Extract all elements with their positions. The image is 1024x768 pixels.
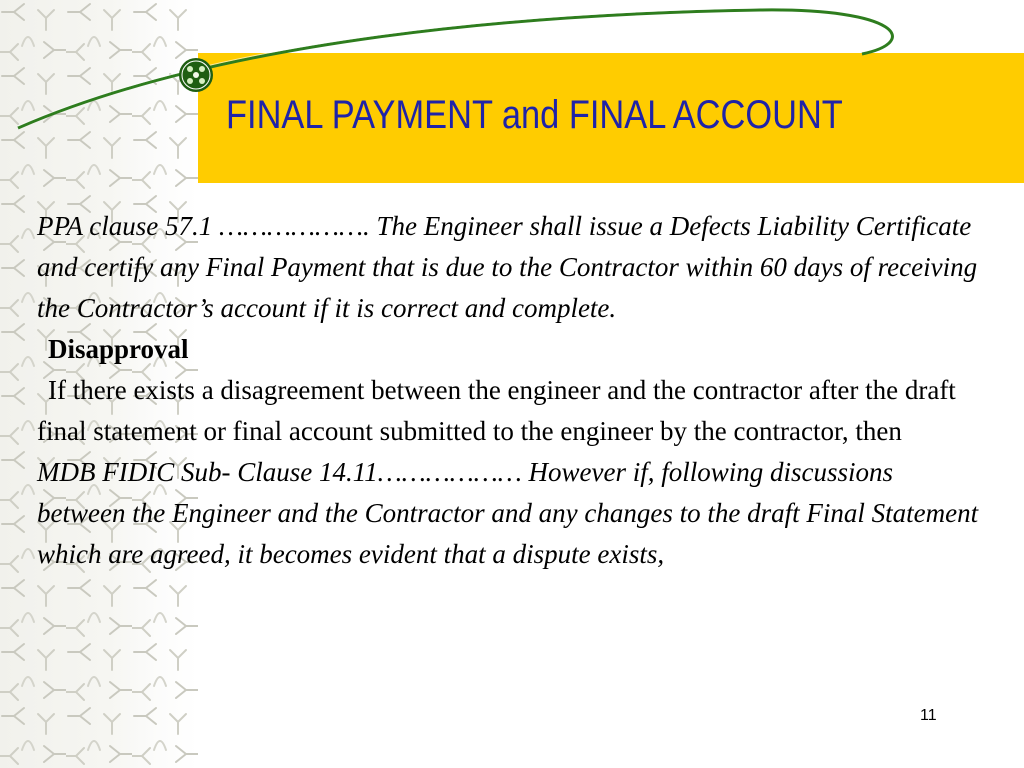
page-number: 11 <box>920 707 937 724</box>
slide-title: FINAL PAYMENT and FINAL ACCOUNT <box>226 93 843 137</box>
bullet-ornament-icon <box>179 58 213 92</box>
fidic-clause-paragraph: MDB FIDIC Sub- Clause 14.11……………… However if, following discussions between the Engineer and the Contractor and any changes to the draft Final Statement which are agreed, it becomes evident that a dispute exists, <box>37 457 979 569</box>
slide-body <box>37 206 987 575</box>
ppa-clause-paragraph: PPA clause 57.1 ………………. The Engineer shall issue a Defects Liability Certificate and certify any Final Payment that is due to the Contractor within 60 days of receiving the Contractor’s account if it is correct and complete. <box>37 211 978 323</box>
disapproval-heading: Disapproval <box>48 334 189 364</box>
disagreement-paragraph: If there exists a disagreement between the engineer and the contractor after the draft final statement or final account submitted to the engineer by the contractor, then <box>37 375 956 446</box>
